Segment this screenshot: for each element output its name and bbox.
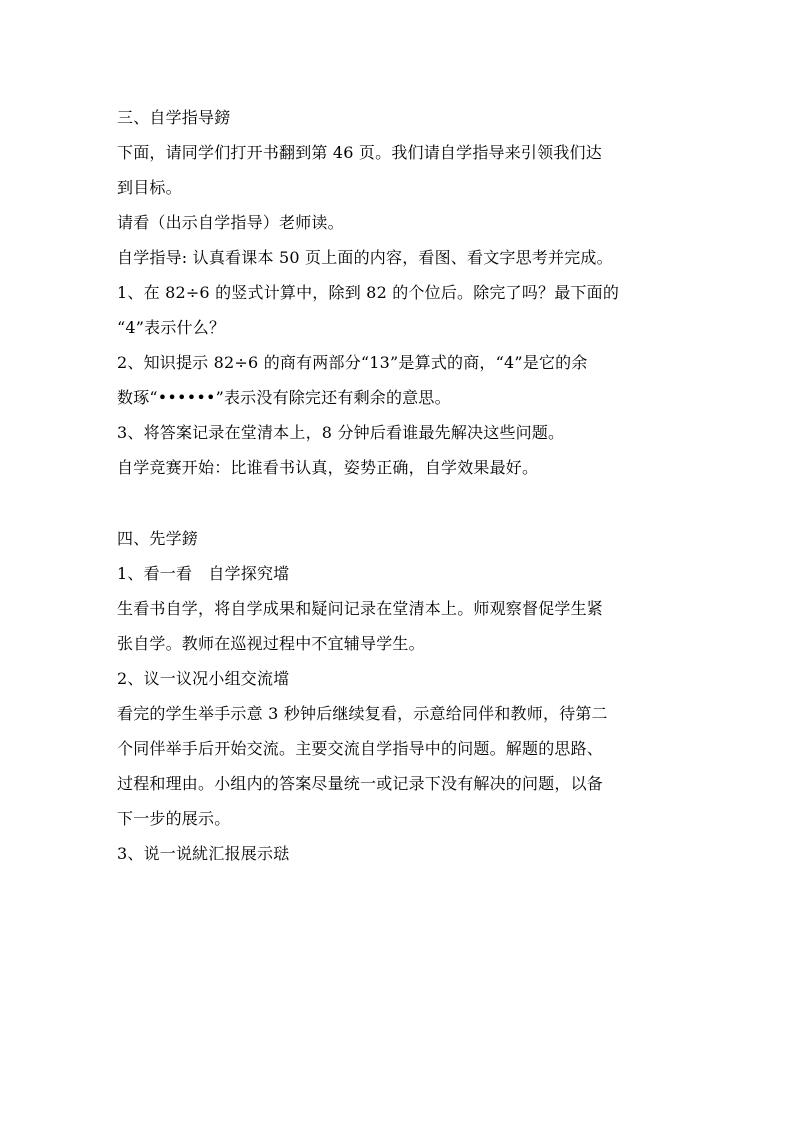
section-4-line-3: 张自学。教师在巡视过程中不宜辅导学生。 [117,634,425,653]
section-3-line-1: 下面，请同学们打开书翻到第 46 页。我们请自学指导来引领我们达 [117,143,602,162]
section-4-line-8: 下一步的展示。 [117,809,231,828]
section-4-line-9: 3、说一说紌汇报展示琺 [117,844,290,863]
section-4-line-1: 1、看一看 自学探究壋 [117,564,290,583]
section-3-line-8: 数琢“••••••”表示没有除完还有剩余的意思。 [117,388,451,407]
section-3-line-9: 3、将答案记录在堂清本上，8 分钟后看谁最先解决这些问题。 [117,423,565,442]
section-4-line-7: 过程和理由。小组内的答案尽量统一或记录下没有解决的问题，以备 [117,774,604,793]
section-3-line-6: “4”表示什么？ [117,318,226,337]
section-3-line-7: 2、知识提示 82÷6 的商有两部分“13”是算式的商，“4”是它的余 [117,353,588,372]
section-4-line-5: 看完的学生举手示意 3 秒钟后继续复看，示意给同伴和教师，待第二 [117,704,608,723]
section-4-line-2: 生看书自学，将自学成果和疑问记录在堂清本上。师观察督促学生紧 [117,599,604,618]
section-4-line-6: 个同伴举手后开始交流。主要交流自学指导中的问题。解题的思路、 [117,739,604,758]
section-4-heading: 四、先学鎊 [117,529,199,548]
document-body [117,100,687,871]
section-3-line-4: 自学指导: 认真看课本 50 页上面的内容，看图、看文字思考并完成。 [117,248,613,267]
section-3-heading: 三、自学指导鎊 [117,108,231,127]
section-3-line-10: 自学竞赛开始：比谁看书认真，姿势正确，自学效果最好。 [117,458,539,477]
section-3-line-2: 到目标。 [117,178,182,197]
section-4-line-4: 2、议一议况小组交流壋 [117,669,290,688]
section-3-line-5: 1、在 82÷6 的竖式计算中，除到 82 的个位后。除完了吗？最下面的 [117,283,620,302]
section-3-line-3: 请看（出示自学指导）老师读。 [117,213,344,232]
section-spacer [117,485,687,521]
